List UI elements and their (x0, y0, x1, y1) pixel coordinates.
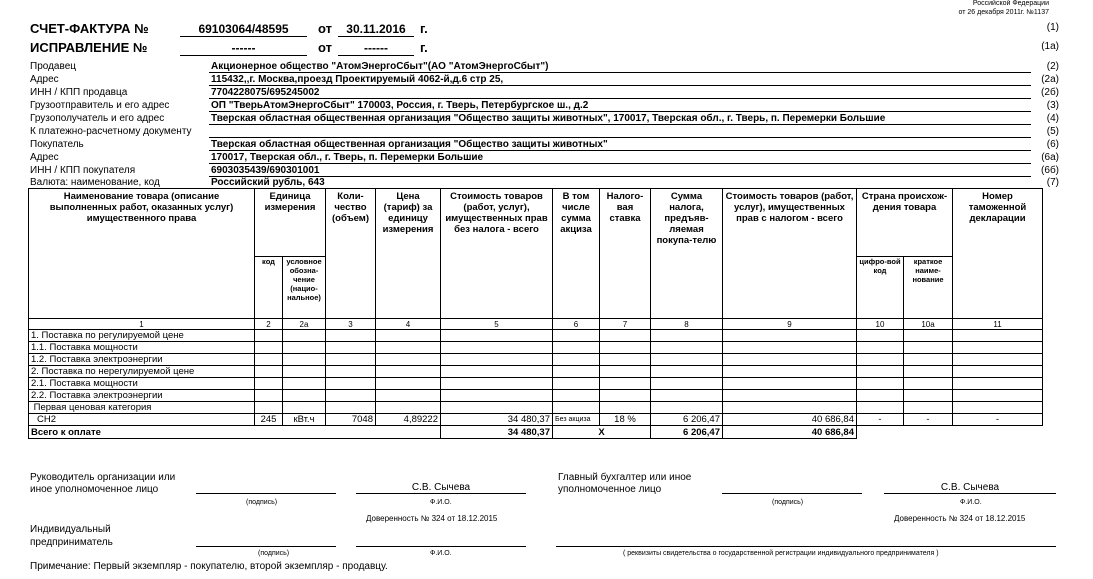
seller-inn-label: ИНН / КПП продавца (30, 87, 128, 98)
section-label: 1.2. Поставка электроэнергии (29, 354, 255, 366)
correction-date: ------ (338, 41, 414, 56)
table-row (29, 402, 1043, 414)
invoice-year-suffix: г. (420, 21, 428, 36)
consignee-label: Грузополучатель и его адрес (30, 113, 165, 124)
header-unit-symbol: условное обозна-чение (нацио-нальное) (283, 257, 326, 319)
seller-address-value: 115432,,г. Москва,проезд Проектируемый 4062-й,д.6 стр 25, (211, 74, 504, 85)
table-header-row (29, 189, 1043, 257)
currency-label: Валюта: наименование, код (30, 177, 160, 188)
header-customs: Номер таможенной декларации (953, 189, 1043, 319)
buyer-address-value: 170017, Тверская обл., г. Тверь, п. Перемерки Большие (211, 152, 484, 163)
table-row (29, 414, 1043, 426)
header-country-short: краткое наиме-нование (904, 257, 953, 319)
item-qty: 7048 (326, 414, 376, 426)
ie-label-line1: Индивидуальный (30, 524, 111, 535)
header-country-code: цифро-вой код (857, 257, 904, 319)
ref-2b: (2б) (1041, 87, 1059, 98)
accountant-proxy: Доверенность № 324 от 18.12.2015 (894, 514, 1026, 523)
law-reference-line2: от 26 декабря 2011г. №1137 (958, 9, 1049, 16)
header-qty: Коли-чество (объем) (326, 189, 376, 319)
table-row (29, 378, 1043, 390)
total-label: Всего к оплате (29, 426, 441, 439)
header-excise: В том числе сумма акциза (553, 189, 600, 319)
item-customs: - (953, 414, 1043, 426)
ref-1: (1) (1046, 22, 1059, 33)
ie-signature-line (196, 546, 336, 547)
consignee-underline (209, 124, 1031, 125)
invoice-table (28, 188, 1043, 439)
buyer-address-underline (209, 163, 1031, 164)
col-num: 8 (651, 319, 723, 330)
buyer-address-label: Адрес (30, 152, 59, 163)
accountant-name: С.В. Сычева (940, 482, 1000, 493)
accountant-label-line1: Главный бухгалтер или иное (558, 472, 692, 483)
header-price: Цена (тариф) за единицу измерения (376, 189, 441, 319)
section-label: 1.1. Поставка мощности (29, 342, 255, 354)
ie-label-line2: предприниматель (30, 537, 113, 548)
invoice-label: СЧЕТ-ФАКТУРА № (30, 21, 149, 36)
head-proxy: Доверенность № 324 от 18.12.2015 (366, 514, 498, 523)
ie-requisites-caption: ( реквизиты свидетельства о государственной регистрации индивидуального предпринимателя ) (623, 550, 939, 557)
ref-6b: (6б) (1041, 165, 1059, 176)
accountant-signature-line (722, 493, 862, 494)
header-unit: Единица измерения (255, 189, 326, 257)
seller-value: Акционерное общество "АтомЭнергоСбыт"(АО "АтомЭнергоСбыт") (211, 61, 549, 72)
head-signature-line (196, 493, 336, 494)
table-row (29, 390, 1043, 402)
consignee-value: Тверская областная общественная организация "Общество защиты животных", 170017, Тверская обл., г. Тверь, п. Перемерки Большие (211, 113, 886, 124)
ref-6: (6) (1046, 139, 1059, 150)
column-numbers-row (29, 319, 1043, 330)
ref-6a: (6а) (1041, 152, 1059, 163)
correction-from-label: от (318, 40, 332, 55)
correction-year-suffix: г. (420, 40, 428, 55)
total-cost-with-tax: 40 686,84 (723, 426, 857, 439)
col-num: 5 (441, 319, 553, 330)
item-excise: Без акциза (553, 414, 600, 426)
item-tax-rate: 18 % (600, 414, 651, 426)
accountant-label-line2: уполномоченное лицо (558, 484, 662, 495)
head-sign-caption: (подпись) (246, 499, 278, 506)
table-row (29, 330, 1043, 342)
head-fio-caption: Ф.И.О. (430, 499, 452, 506)
ref-7: (7) (1046, 177, 1059, 188)
col-num: 11 (953, 319, 1043, 330)
correction-number: ------ (180, 41, 307, 56)
ref-2: (2) (1046, 61, 1059, 72)
head-label-line1: Руководитель организации или (30, 472, 176, 483)
item-cost-with-tax: 40 686,84 (723, 414, 857, 426)
section-label: 2.1. Поставка мощности (29, 378, 255, 390)
ie-requisites-line (556, 546, 1056, 547)
seller-underline (209, 72, 1031, 73)
law-reference-line1: Российской Федерации (972, 0, 1049, 7)
header-tax-sum: Сумма налога, предъяв-ляемая покупа-телю (651, 189, 723, 319)
seller-inn-value: 7704228075/695245002 (211, 87, 320, 98)
seller-address-label: Адрес (30, 74, 59, 85)
ref-4: (4) (1046, 113, 1059, 124)
item-price: 4,89222 (376, 414, 441, 426)
header-name: Наименование товара (описание выполненных работ, оказанных услуг) имущественного права (29, 189, 255, 319)
ie-sign-caption: (подпись) (258, 550, 290, 557)
col-num: 3 (326, 319, 376, 330)
payment-doc-label: К платежно-расчетному документу (30, 126, 192, 137)
table-row (29, 366, 1043, 378)
header-cost-with-tax: Стоимость товаров (работ, услуг), имущественных прав с налогом - всего (723, 189, 857, 319)
item-unit-code: 245 (255, 414, 283, 426)
table-row (29, 354, 1043, 366)
buyer-underline (209, 150, 1031, 151)
buyer-inn-value: 6903035439/690301001 (211, 165, 320, 176)
total-row (29, 426, 1043, 439)
invoice-from-label: от (318, 21, 332, 36)
invoice-date: 30.11.2016 (338, 22, 414, 37)
header-tax-rate: Налого-вая ставка (600, 189, 651, 319)
section-label: Первая ценовая категория (29, 402, 255, 414)
col-num: 2а (283, 319, 326, 330)
header-cost-no-tax: Стоимость товаров (работ, услуг), имущественных прав без налога - всего (441, 189, 553, 319)
item-name: CH2 (29, 414, 255, 426)
total-tax-sum: 6 206,47 (651, 426, 723, 439)
section-label: 1. Поставка по регулируемой цене (29, 330, 255, 342)
col-num: 6 (553, 319, 600, 330)
col-num: 7 (600, 319, 651, 330)
col-num: 10а (904, 319, 953, 330)
accountant-name-line (884, 493, 1056, 494)
buyer-inn-label: ИНН / КПП покупателя (30, 165, 136, 176)
table-row (29, 342, 1043, 354)
accountant-fio-caption: Ф.И.О. (960, 499, 982, 506)
footer-note: Примечание: Первый экземпляр - покупателю, второй экземпляр - продавцу. (30, 561, 388, 572)
ie-fio-caption: Ф.И.О. (430, 550, 452, 557)
section-label: 2.2. Поставка электроэнергии (29, 390, 255, 402)
col-num: 9 (723, 319, 857, 330)
item-country-short: - (904, 414, 953, 426)
col-num: 4 (376, 319, 441, 330)
item-tax-sum: 6 206,47 (651, 414, 723, 426)
ie-name-line (356, 546, 526, 547)
header-unit-code: код (255, 257, 283, 319)
col-num: 10 (857, 319, 904, 330)
col-num: 1 (29, 319, 255, 330)
buyer-inn-underline (209, 176, 1031, 177)
currency-value: Российский рубль, 643 (211, 177, 325, 188)
seller-inn-underline (209, 98, 1031, 99)
payment-doc-underline (209, 137, 1031, 138)
seller-address-underline (209, 85, 1031, 86)
buyer-value: Тверская областная общественная организация "Общество защиты животных" (211, 139, 608, 150)
item-country-code: - (857, 414, 904, 426)
correction-label: ИСПРАВЛЕНИЕ № (30, 40, 148, 55)
ref-3: (3) (1046, 100, 1059, 111)
shipper-label: Грузоотправитель и его адрес (30, 100, 170, 111)
ref-1a: (1а) (1041, 41, 1059, 52)
shipper-underline (209, 111, 1031, 112)
col-num: 2 (255, 319, 283, 330)
seller-label: Продавец (30, 61, 76, 72)
item-cost-no-tax: 34 480,37 (441, 414, 553, 426)
head-name-line (356, 493, 526, 494)
accountant-sign-caption: (подпись) (772, 499, 804, 506)
ref-5: (5) (1046, 126, 1059, 137)
total-excise: Х (553, 426, 651, 439)
section-label: 2. Поставка по нерегулируемой цене (29, 366, 255, 378)
head-name: С.В. Сычева (411, 482, 471, 493)
total-cost-no-tax: 34 480,37 (441, 426, 553, 439)
buyer-label: Покупатель (30, 139, 84, 150)
shipper-value: ОП "ТверьАтомЭнергоСбыт" 170003, Россия, г. Тверь, Петербургское ш., д.2 (211, 100, 589, 111)
head-label-line2: иное уполномоченное лицо (30, 484, 159, 495)
invoice-number: 69103064/48595 (180, 22, 307, 37)
item-unit-symbol: кВт.ч (283, 414, 326, 426)
header-country: Страна происхож-дения товара (857, 189, 953, 257)
ref-2a: (2а) (1041, 74, 1059, 85)
